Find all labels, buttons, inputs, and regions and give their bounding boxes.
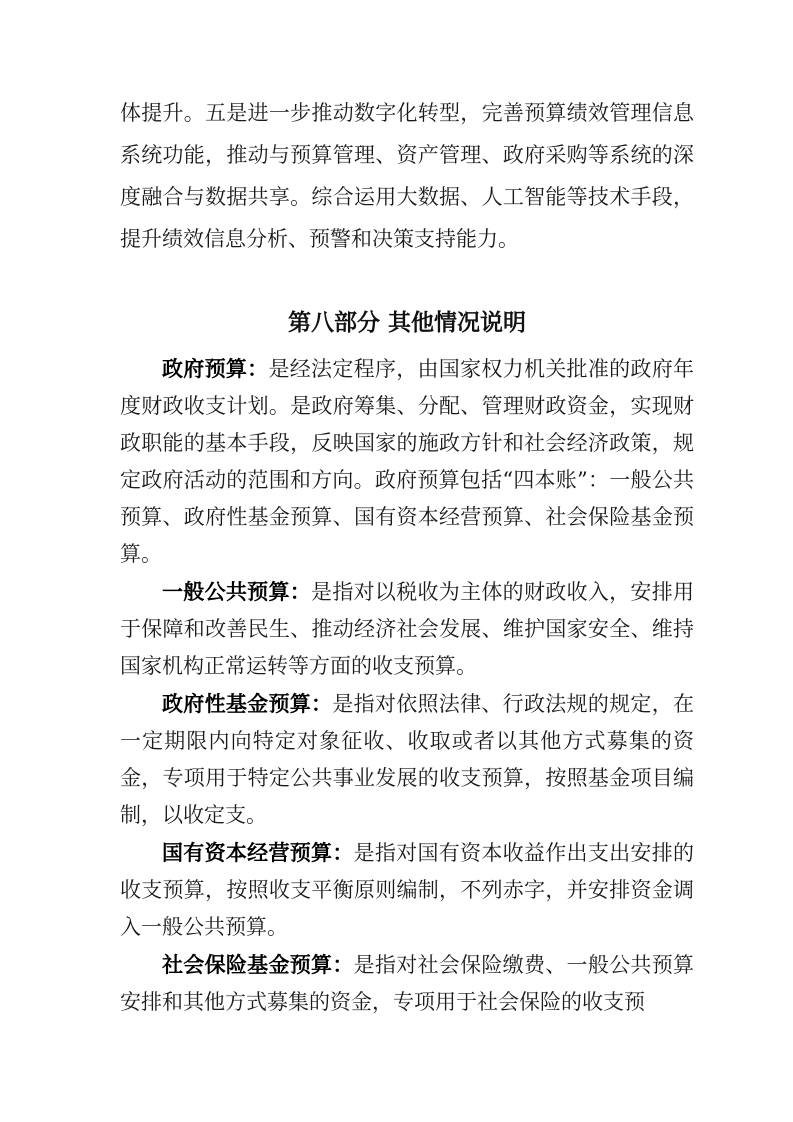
definition-paragraph xyxy=(120,685,694,834)
definition-text: 是指对社会保险缴费、一般公共预算安排和其他方式募集的资金，专项用于社会保险的收支预 xyxy=(120,953,694,1014)
definition-text: 是指对以税收为主体的财政收入，安排用于保障和改善民生、推动经济社会发展、维护国家安全、维持国家机构正常运转等方面的收支预算。 xyxy=(120,580,695,678)
definition-paragraph xyxy=(120,834,694,946)
definition-text: 是指对国有资本收益作出支出安排的收支预算，按照收支平衡原则编制，不列赤字，并安排资金调入一般公共预算。 xyxy=(120,841,694,939)
section-heading: 第八部分 其他情况说明 xyxy=(287,310,526,336)
definition-paragraph xyxy=(120,573,694,685)
definition-term: 一般公共预算： xyxy=(162,579,312,604)
definition-term: 国有资本经营预算： xyxy=(162,840,354,865)
definition-term: 政府预算： xyxy=(162,356,269,381)
definition-term: 社会保险基金预算： xyxy=(162,952,354,977)
definition-paragraph xyxy=(120,350,694,573)
definition-text: 是指对依照法律、行政法规的规定，在一定期限内向特定对象征收、收取或者以其他方式募集的资金，专项用于特定公共事业发展的收支预算，按照基金项目编制，以收定支。 xyxy=(120,692,695,827)
definition-paragraph xyxy=(120,946,694,1021)
page-content xyxy=(120,0,694,1021)
definition-text: 是经法定程序，由国家权力机关批准的政府年度财政收支计划。是政府筹集、分配、管理财政资金，实现财政职能的基本手段，反映国家的施政方针和社会经济政策，规定政府活动的范围和方向。政府预算包括“四本账”：一般公共预算、政府性基金预算、国有资本经营预算、社会保险基金预算。 xyxy=(120,357,695,566)
intro-paragraph: 体提升。五是进一步推动数字化转型，完善预算绩效管理信息系统功能，推动与预算管理、资产管理、政府采购等系统的深度融合与数据共享。综合运用大数据、人工智能等技术手段，提升绩效信息分析、预警和决策支持能力。 xyxy=(120,101,694,251)
definition-term: 政府性基金预算： xyxy=(162,691,333,716)
